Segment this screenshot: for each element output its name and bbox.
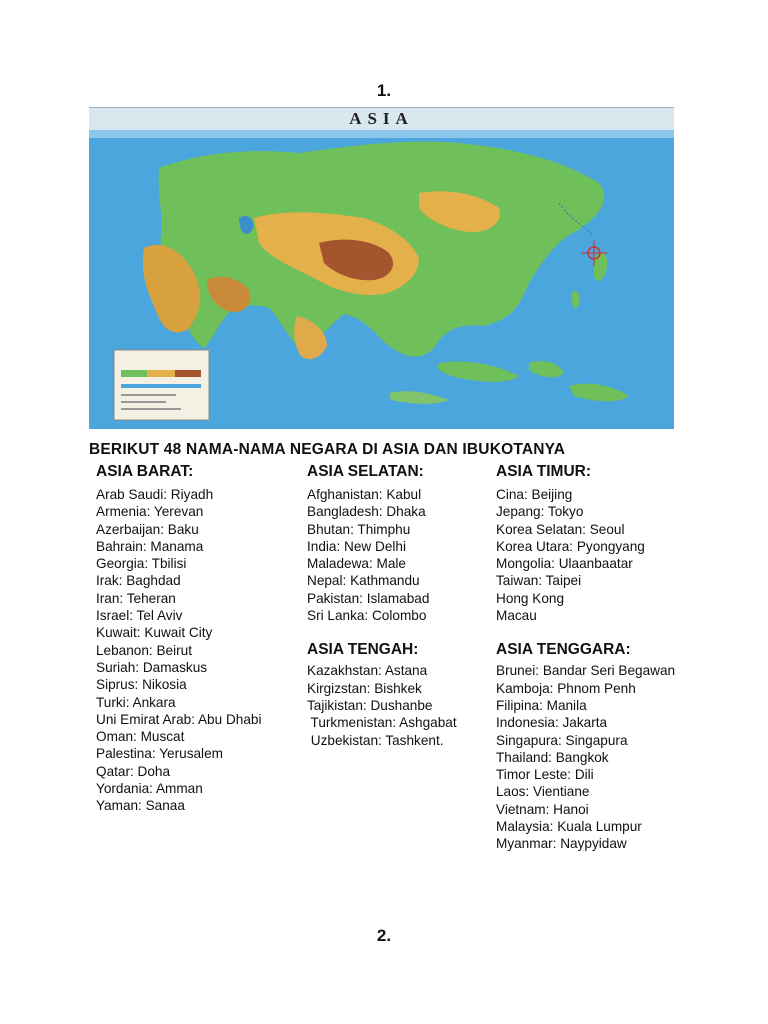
country-capital-item: Tajikistan: Dushanbe [307, 697, 433, 713]
country-capital-item: Kazakhstan: Astana [307, 663, 428, 679]
country-capital-item: Timor Leste: Dili [496, 767, 594, 783]
country-capital-item: Brunei: Bandar Seri Begawan [496, 663, 676, 679]
asia-map-graphic [89, 108, 674, 429]
country-capital-item: Azerbaijan: Baku [96, 521, 199, 537]
country-list-tenggara [496, 662, 675, 852]
page-number-top: 1. [376, 81, 392, 100]
country-capital-item: Maladewa: Male [307, 556, 406, 572]
country-capital-item: Sri Lanka: Colombo [307, 608, 427, 624]
country-capital-item: Armenia: Yerevan [96, 504, 204, 520]
country-capital-item: Thailand: Bangkok [496, 749, 609, 765]
country-capital-item: Yordania: Amman [96, 781, 203, 797]
country-capital-item: Turkmenistan: Ashgabat [307, 715, 457, 731]
country-capital-item: Kirgizstan: Bishkek [307, 680, 422, 696]
country-capital-item: Korea Utara: Pyongyang [496, 538, 645, 554]
asia-map-image [89, 107, 674, 429]
country-capital-item: Irak: Baghdad [96, 573, 181, 589]
region-title-timur: ASIA TIMUR: [496, 463, 591, 480]
country-capital-item: Taiwan: Taipei [496, 573, 582, 589]
region-asia-barat [96, 462, 261, 815]
country-capital-item: Jepang: Tokyo [496, 504, 584, 520]
region-title-tenggara: ASIA TENGGARA: [496, 641, 631, 659]
country-capital-item: Iran: Teheran [96, 590, 176, 606]
country-capital-item: Uzbekistan: Tashkent. [307, 732, 444, 748]
region-asia-selatan [307, 462, 457, 749]
country-capital-item: Siprus: Nikosia [96, 677, 187, 693]
country-capital-item: Singapura: Singapura [496, 732, 628, 748]
country-capital-item: Cina: Beijing [496, 487, 573, 502]
country-capital-item: Yaman: Sanaa [96, 798, 185, 814]
country-capital-item: Turki: Ankara [96, 694, 176, 710]
region-title-selatan: ASIA SELATAN: [307, 463, 424, 480]
country-capital-item: Arab Saudi: Riyadh [96, 487, 214, 502]
country-capital-item: Bahrain: Manama [96, 538, 204, 554]
country-list-selatan [307, 486, 457, 624]
country-capital-item: Laos: Vientiane [496, 784, 590, 800]
country-capital-item: India: New Delhi [307, 538, 406, 554]
country-list-barat [96, 486, 261, 815]
page-number-bottom: 2. [376, 926, 392, 945]
country-capital-item: Filipina: Manila [496, 697, 587, 713]
region-title-barat: ASIA BARAT: [96, 463, 194, 480]
country-capital-item: Myanmar: Naypyidaw [496, 836, 627, 852]
country-capital-item: Vietnam: Hanoi [496, 801, 589, 817]
country-list-tengah [307, 662, 457, 748]
region-title-tengah: ASIA TENGAH: [307, 641, 419, 659]
country-capital-item: Afghanistan: Kabul [307, 487, 422, 502]
country-capital-item: Nepal: Kathmandu [307, 573, 420, 589]
country-capital-item: Palestina: Yerusalem [96, 746, 223, 762]
country-capital-item: Uni Emirat Arab: Abu Dhabi [96, 711, 262, 727]
country-capital-item: Macau [496, 608, 537, 624]
document-heading: BERIKUT 48 NAMA-NAMA NEGARA DI ASIA DAN IBUKOTANYA [89, 441, 566, 458]
country-capital-item: Pakistan: Islamabad [307, 590, 430, 606]
country-capital-item: Korea Selatan: Seoul [496, 521, 625, 537]
country-capital-item: Hong Kong [496, 590, 565, 606]
map-title: ASIA [349, 109, 414, 128]
country-capital-item: Qatar: Doha [96, 763, 171, 779]
country-capital-item: Suriah: Damaskus [96, 659, 208, 675]
region-asia-timur [496, 462, 675, 853]
country-capital-item: Kuwait: Kuwait City [96, 625, 213, 641]
country-capital-item: Israel: Tel Aviv [96, 608, 183, 624]
country-capital-item: Oman: Muscat [96, 729, 185, 745]
country-capital-item: Indonesia: Jakarta [496, 715, 608, 731]
country-capital-item: Kamboja: Phnom Penh [496, 680, 636, 696]
country-capital-item: Bhutan: Thimphu [307, 521, 411, 537]
country-capital-item: Mongolia: Ulaanbaatar [496, 556, 633, 572]
country-capital-item: Georgia: Tbilisi [96, 556, 187, 572]
country-list-timur [496, 486, 675, 624]
country-capital-item: Malaysia: Kuala Lumpur [496, 819, 642, 835]
country-capital-item: Bangladesh: Dhaka [307, 504, 426, 520]
country-capital-item: Lebanon: Beirut [96, 642, 192, 658]
